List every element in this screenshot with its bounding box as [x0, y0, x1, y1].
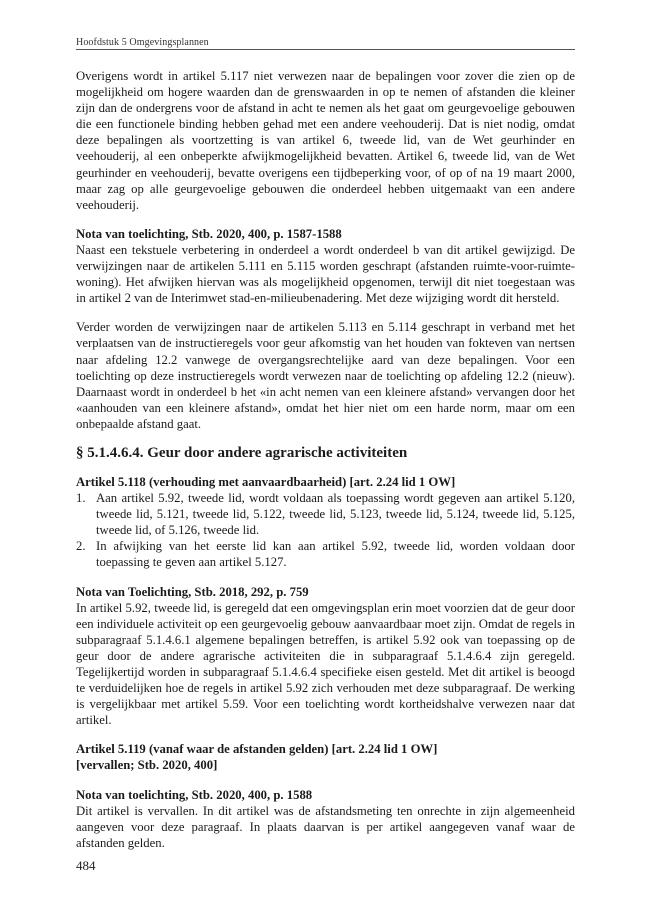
nota-paragraph-1: Naast een tekstuele verbetering in onderdeel a wordt onderdeel b van dit artikel gewijzigd. De verwijzingen naar de artikelen 5.111 en 5.115 worden geschrapt (afstanden ruimte-voor-ruimte-woning). Het afwijken hiervan was als mogelijkheid opgenomen, terwijl dit niet toegestaan was in artikel 2 van de Interimwet stad-en-milieubenadering. Met deze wijziging wordt dit hersteld. [76, 242, 575, 306]
article-5-118-heading: Artikel 5.118 (verhouding met aanvaardbaarheid) [art. 2.24 lid 1 OW] [76, 474, 456, 489]
nota-paragraph-4: Dit artikel is vervallen. In dit artikel was de afstandsmeting ten onrechte in zijn algemeenheid aangeven voor deze paragraaf. In plaats daarvan is per artikel aangegeven vanaf waar de afstanden gelden. [76, 803, 575, 850]
page-number: 484 [76, 858, 96, 873]
running-header: Hoofdstuk 5 Omgevingsplannen [76, 37, 209, 48]
nota-paragraph-3: In artikel 5.92, tweede lid, is geregeld dat een omgevingsplan erin moet voorzien dat de geur door een individuele activiteit op een geurgevoelig gebouw aanvaardbaar moet zijn. Omdat de regels in subparagraaf 5.1.4.6.1 algemene bepalingen betreffen, is artikel 5.92 ook van toepassing op de geur door de andere agrarische activiteiten die in subparagraaf 5.1.4.6.4 zijn geregeld. Tegelijkertijd worden in subparagraaf 5.1.4.6.4 specifieke eisen gesteld. Met dit artikel is beoogd te verduidelijken hoe de regels in artikel 5.92 zich verhouden met deze subparagraaf. De werking is vergelijkbaar met artikel 5.59. Voor een toelichting wordt kortheidshalve verwezen naar dat artikel. [76, 600, 575, 728]
list-item-text: In afwijking van het eerste lid kan aan artikel 5.92, tweede lid, worden voldaan door toepassing te geven aan artikel 5.127. [96, 539, 575, 570]
nota-heading-2020-1588: Nota van toelichting, Stb. 2020, 400, p. 1588 [76, 787, 313, 802]
nota-heading-2018: Nota van Toelichting, Stb. 2018, 292, p. 759 [76, 584, 309, 599]
header-rule [76, 49, 575, 50]
list-item-number: 1. [76, 491, 86, 506]
list-item-text: Aan artikel 5.92, tweede lid, wordt voldaan als toepassing wordt gegeven aan artikel 5.120, tweede lid, 5.121, tweede lid, 5.122, tweede lid, 5.123, tweede lid, 5.124, tweede lid, 5.125, tweede lid, of 5.126, tweede lid. [96, 491, 575, 538]
paragraph-overigens: Overigens wordt in artikel 5.117 niet verwezen naar de bepalingen voor zover die zien op de mogelijkheid om hogere waarden dan de grenswaarden in op te nemen of afstanden die kleiner zijn dan de ondergrens voor de afstand in acht te nemen als het gaat om geurgevoelige gebouwen die een functionele binding hebben gehad met een andere veehouderij. Dat is niet nodig, omdat deze bepalingen als voortzetting is van artikel 6, tweede lid, van de Wet geurhinder en veehouderij, al een onbeperkte afwijkmogelijkheid bevatten. Artikel 6, tweede lid, van de Wet geurhinder en veehouderij, bevatte overigens een tijdbeperking voor, of op of na 19 maart 2000, maar zag op alle geurgevoelige gebouwen die onderdeel hebben uitgemaakt van een andere veehouderij. [76, 69, 575, 212]
article-5-119-heading: Artikel 5.119 (vanaf waar de afstanden gelden) [art. 2.24 lid 1 OW] [76, 742, 438, 757]
nota-heading-2020-1587: Nota van toelichting, Stb. 2020, 400, p. 1587-1588 [76, 226, 342, 241]
article-5-118-list [76, 490, 575, 570]
section-title: § 5.1.4.6.4. Geur door andere agrarische activiteiten [76, 444, 408, 461]
list-item [76, 490, 575, 538]
page-content [76, 68, 575, 851]
list-item-number: 2. [76, 539, 86, 554]
list-item [76, 538, 575, 570]
article-5-119-status: [vervallen; Stb. 2020, 400] [76, 758, 218, 773]
nota-paragraph-2: Verder worden de verwijzingen naar de artikelen 5.113 en 5.114 geschrapt in verband met het verplaatsen van de instructieregels voor geur afkomstig van het houden van fokteven van nertsen naar afdeling 12.2 vanwege de overgangsrechtelijke aard van deze bepalingen. Voor een toelichting op deze instructieregels wordt verwezen naar de toelichting op afdeling 12.2 (nieuw). Daarnaast wordt in onderdeel b het «in acht nemen van een kleinere afstand» vervangen door het «aanhouden van een kleinere afstand», omdat het hier niet om een harde norm, maar om een onbepaalde afstand gaat. [76, 320, 575, 431]
